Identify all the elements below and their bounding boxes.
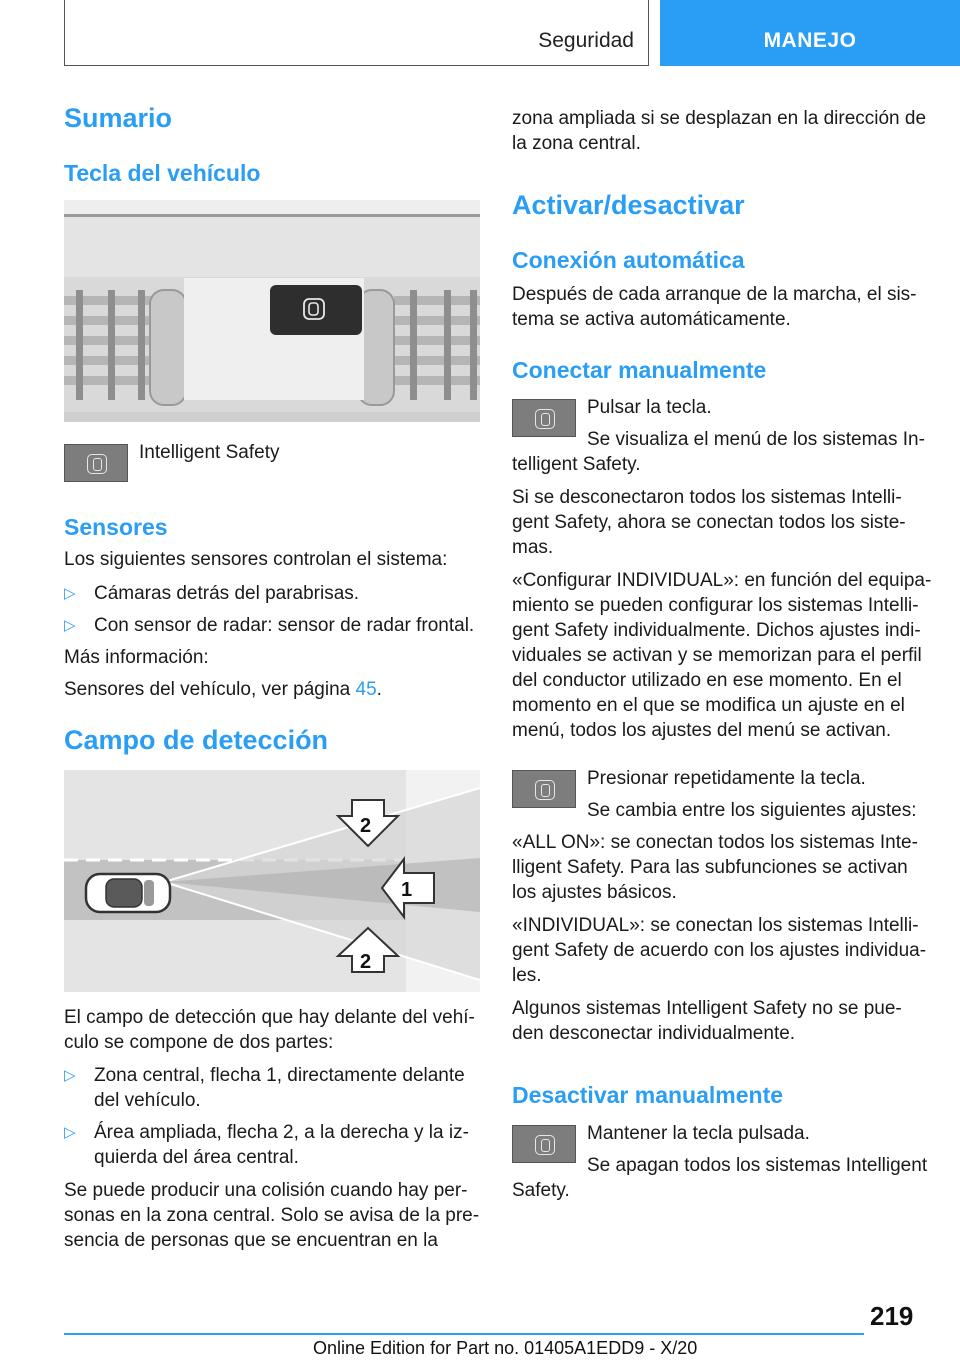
desconect-line-1: Si se desconectaron todos los sistemas Intelli-	[512, 487, 902, 508]
key-caption: Intelligent Safety	[139, 442, 280, 463]
desconect-line-3: mas.	[512, 537, 554, 558]
detection-field-figure	[64, 770, 480, 992]
bullet-triangle-icon: ▷	[64, 617, 76, 634]
config-line-7: menú, todos los ajustes del menú se activan.	[512, 720, 892, 741]
cambia-ajustes: Se cambia entre los siguientes ajustes:	[587, 800, 917, 821]
intelligent-safety-key-icon	[64, 444, 128, 482]
subtitle-desactivar-manualmente: Desactivar manualmente	[512, 1082, 784, 1108]
continuation-line-2: la zona central.	[512, 133, 641, 154]
presionar-tecla: Presionar repetidamente la tecla.	[587, 768, 866, 789]
visualiza-line-1: Se visualiza el menú de los sistemas In-	[587, 429, 925, 450]
apagan-line-1: Se apagan todos los sistemas Intelligent	[587, 1155, 928, 1176]
config-line-5: del conductor utilizado en ese momento. En el	[512, 670, 902, 691]
bullet-triangle-icon: ▷	[64, 1124, 76, 1141]
list-item: ▷ Área ampliada, flecha 2, a la derecha y la iz- quierda del área central.	[64, 1122, 469, 1168]
intelligent-safety-key-icon	[512, 770, 576, 808]
auto-line-2: tema se activa automáticamente.	[512, 309, 791, 330]
intelligent-safety-key-icon	[512, 1125, 576, 1163]
page-number: 219	[870, 1301, 914, 1331]
console-photo	[64, 200, 480, 422]
figure-label-arrow-2-top: 2	[360, 815, 372, 837]
allon-line-2: lligent Safety. Para las subfunciones se activan	[512, 857, 908, 878]
footer-edition: Online Edition for Part no. 01405A1EDD9 - X/20	[313, 1338, 698, 1358]
auto-line-1: Después de cada arranque de la marcha, el sis-	[512, 284, 917, 305]
algunos-line-1: Algunos sistemas Intelligent Safety no se pue-	[512, 998, 902, 1019]
title-activar-desactivar: Activar/desactivar	[512, 190, 745, 220]
intelligent-safety-key-icon	[512, 399, 576, 437]
subtitle-conectar-manualmente: Conectar manualmente	[512, 357, 767, 383]
figure-label-arrow-1: 1	[401, 879, 413, 901]
allon-line-1: «ALL ON»: se conectan todos los sistemas Inte-	[512, 832, 918, 853]
page-reference-link[interactable]: 45	[355, 679, 377, 700]
subtitle-tecla-vehiculo: Tecla del vehículo	[64, 160, 261, 186]
sensores-intro: Los siguientes sensores controlan el sistema:	[64, 549, 448, 570]
config-line-1: «Configurar INDIVIDUAL»: en función del equipa-	[512, 570, 932, 591]
visualiza-line-2: telligent Safety.	[512, 454, 641, 475]
colision-line-2: sonas en la zona central. Solo se avisa de la pre-	[64, 1205, 480, 1226]
algunos-line-2: den desconectar individualmente.	[512, 1023, 796, 1044]
header-section-title: Seguridad	[538, 29, 634, 52]
colision-line-1: Se puede producir una colisión cuando hay per-	[64, 1180, 468, 1201]
subtitle-sensores: Sensores	[64, 514, 168, 540]
header-chapter-label: MANEJO	[763, 29, 857, 52]
bullet-triangle-icon: ▷	[64, 585, 76, 602]
bullet-triangle-icon: ▷	[64, 1067, 76, 1084]
config-line-6: momento en el que se modifica un ajuste en el	[512, 695, 905, 716]
config-line-4: viduales se activan y se memorizan para el perfil	[512, 645, 922, 666]
apagan-line-2: Safety.	[512, 1180, 570, 1201]
header-section-box	[64, 0, 649, 66]
individual-line-3: les.	[512, 965, 542, 986]
allon-line-3: los ajustes básicos.	[512, 882, 677, 903]
config-line-2: miento se pueden configurar los sistemas Intelli-	[512, 595, 919, 616]
individual-line-1: «INDIVIDUAL»: se conectan los sistemas Intelli-	[512, 915, 919, 936]
list-item: ▷ Zona central, flecha 1, directamente delante del vehículo.	[64, 1065, 465, 1111]
desconect-line-2: gent Safety, ahora se conectan todos los siste-	[512, 512, 906, 533]
campo-intro-line-2: culo se compone de dos partes:	[64, 1032, 334, 1053]
individual-line-2: gent Safety de acuerdo con los ajustes individua-	[512, 940, 927, 961]
mas-informacion: Más información:	[64, 647, 209, 668]
title-campo-deteccion: Campo de detección	[64, 725, 329, 755]
campo-intro-line-1: El campo de detección que hay delante del vehí-	[64, 1007, 475, 1028]
footer-divider	[64, 1333, 864, 1335]
colision-line-3: sencia de personas que se encuentran en la	[64, 1230, 438, 1251]
pulsar-tecla: Pulsar la tecla.	[587, 397, 712, 418]
figure-label-arrow-2-bottom: 2	[360, 951, 372, 973]
subtitle-conexion-automatica: Conexión automática	[512, 247, 745, 273]
continuation-line-1: zona ampliada si se desplazan en la dirección de	[512, 108, 927, 129]
mantener-tecla: Mantener la tecla pulsada.	[587, 1123, 810, 1144]
reference-line: Sensores del vehículo, ver página 45.	[64, 679, 382, 700]
header-chapter-tab	[660, 0, 960, 66]
title-sumario: Sumario	[64, 103, 173, 133]
config-line-3: gent Safety individualmente. Dichos ajustes indi-	[512, 620, 921, 641]
